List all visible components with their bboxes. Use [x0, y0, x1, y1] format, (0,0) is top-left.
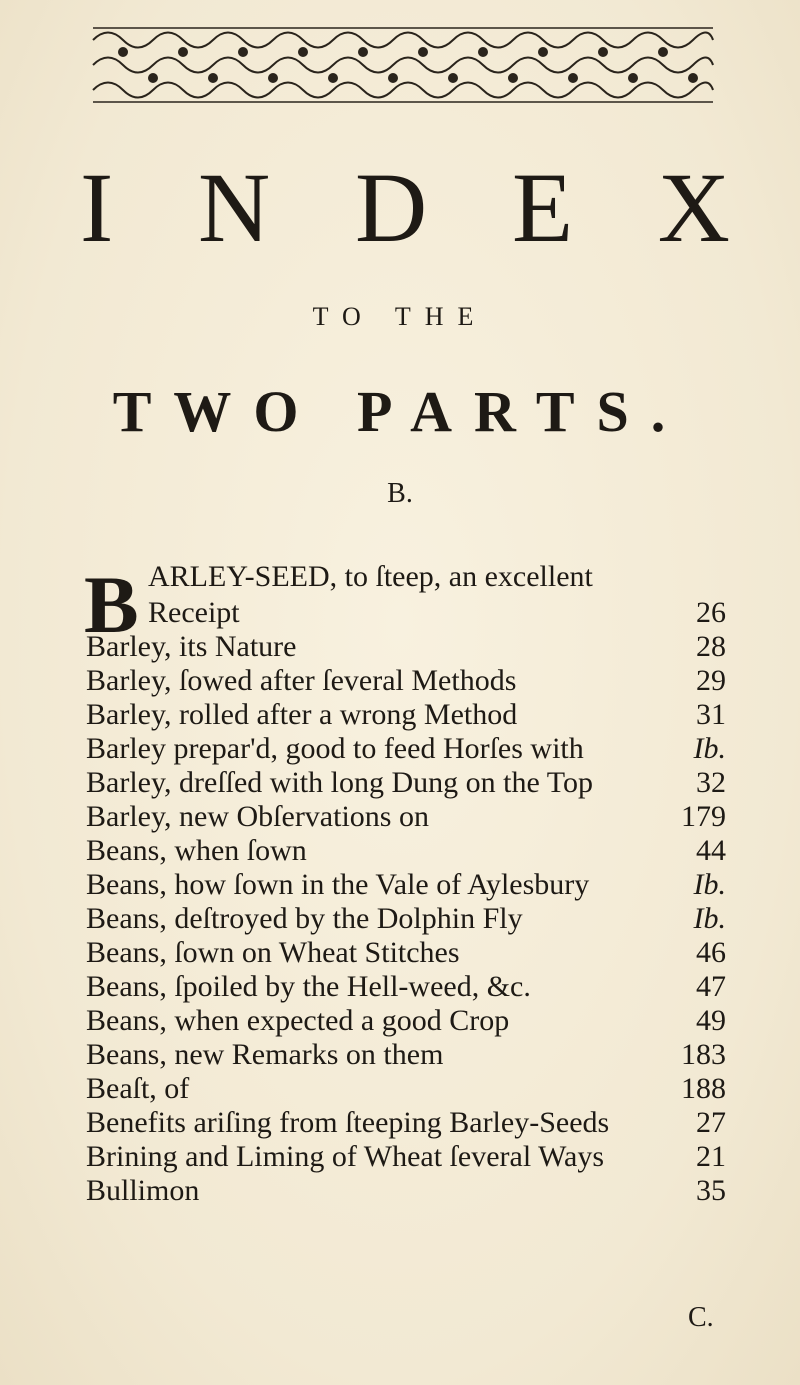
index-entry [86, 834, 726, 868]
entry-text: Beans, when expected a good Crop [86, 1004, 510, 1037]
index-entry [86, 970, 726, 1004]
entry-page: Ib. [693, 868, 726, 901]
catchword: C. [688, 1302, 714, 1333]
title-letter: E [511, 152, 574, 263]
title-letter: N [198, 152, 271, 263]
title-line-to-the: TO THE [312, 302, 488, 331]
index-entry [86, 732, 726, 766]
entry-text: Barley, new Obſervations on [86, 800, 429, 833]
index-entry [86, 664, 726, 698]
drop-cap: B [84, 559, 139, 650]
entry-text: Bullimon [86, 1174, 200, 1207]
entry-page: 183 [681, 1038, 726, 1071]
entry-text: Beans, when ſown [86, 834, 307, 867]
entry-text: Benefits ariſing from ſteeping Barley-Seeds [86, 1106, 610, 1139]
title-letter: X [657, 152, 730, 263]
entry-page: 35 [696, 1174, 726, 1207]
entry-page: 32 [696, 766, 726, 799]
entry-text: Beans, how ſown in the Vale of Aylesbury [86, 868, 590, 901]
entry-text: Brining and Liming of Wheat ſeveral Ways [86, 1140, 605, 1173]
index-entry [86, 766, 726, 800]
entry-text: Barley, dreſſed with long Dung on the Top [86, 766, 593, 799]
entry-text: Beans, ſpoiled by the Hell-weed, &c. [86, 970, 531, 1003]
entry-page: Ib. [693, 732, 726, 765]
entry-page: 21 [696, 1140, 726, 1173]
entry-text: Barley prepar'd, good to feed Horſes with [86, 732, 584, 765]
entry-page: 179 [681, 800, 726, 833]
index-entry [86, 1004, 726, 1038]
entry-text: Beans, deſtroyed by the Dolphin Fly [86, 902, 523, 935]
title-letter: D [355, 152, 428, 263]
index-entry [86, 1174, 726, 1208]
entry-text: Barley, ſowed after ſeveral Methods [86, 664, 517, 697]
entry-text: Beans, new Remarks on them [86, 1038, 444, 1071]
entry-page: 44 [696, 834, 726, 867]
entry-page: Ib. [693, 902, 726, 935]
index-entry [86, 800, 726, 834]
entry-page: 47 [696, 970, 726, 1003]
index-entry [86, 902, 726, 936]
index-entry [86, 1140, 726, 1174]
entry-text: Beaſt, of [86, 1072, 190, 1105]
title-letter: I [80, 152, 114, 263]
entry-text: Barley, its Nature [86, 630, 297, 663]
entry-page: 49 [696, 1004, 726, 1037]
decorative-header-ornament [88, 20, 718, 110]
entry-page: 31 [696, 698, 726, 731]
entry-page: 26 [696, 596, 726, 629]
index-title [80, 152, 730, 263]
entry-text: Barley, rolled after a wrong Method [86, 698, 518, 731]
title-line-two-parts: TWO PARTS. [112, 379, 688, 444]
entry-text: Beans, ſown on Wheat Stitches [86, 936, 460, 969]
section-heading: B. [387, 478, 413, 509]
index-entry [86, 560, 726, 596]
index-entry [86, 1072, 726, 1106]
entry-page: 46 [696, 936, 726, 969]
index-entry [86, 868, 726, 902]
index-entry [86, 936, 726, 970]
entry-page: 29 [696, 664, 726, 697]
index-entry [86, 1106, 726, 1140]
index-entry [86, 1038, 726, 1072]
entry-page: 28 [696, 630, 726, 663]
index-entry [86, 630, 726, 664]
entry-page: 27 [696, 1106, 726, 1139]
index-entries [86, 560, 726, 1208]
entry-text: Receipt [148, 596, 240, 629]
entry-text: ARLEY-SEED, to ſteep, an excellent [148, 560, 593, 593]
index-entry [86, 596, 726, 630]
entry-page: 188 [681, 1072, 726, 1105]
index-entry [86, 698, 726, 732]
